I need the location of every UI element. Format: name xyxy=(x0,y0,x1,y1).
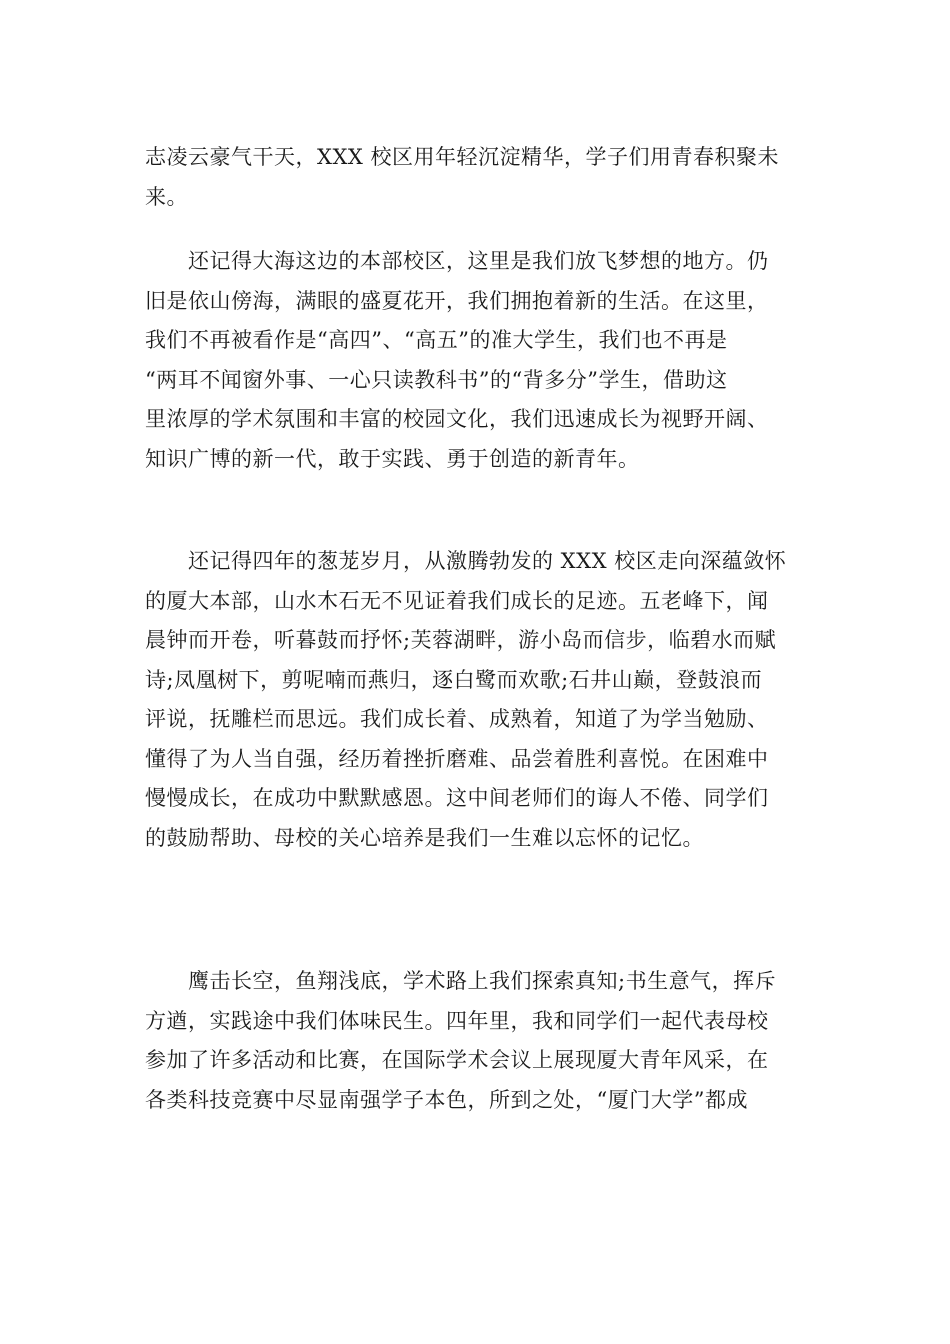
text-line: 评说，抚雕栏而思远。我们成长着、成熟着，知道了为学当勉励、 xyxy=(145,707,769,731)
text-line: “两耳不闻窗外事、一心只读教科书”的“背多分”学生，借助这 xyxy=(145,367,728,392)
text-line: 志凌云豪气干天，XXX 校区用年轻沉淀精华，学子们用青春积聚未 xyxy=(145,145,780,169)
paragraph-continuation xyxy=(145,138,805,217)
paragraph-activities xyxy=(145,962,805,1120)
paragraph-four-years xyxy=(145,542,805,858)
text-line: 慢慢成长，在成功中默默感恩。这中间老师们的诲人不倦、同学们 xyxy=(145,786,769,810)
text-line: 各类科技竞赛中尽显南强学子本色，所到之处，“厦门大学”都成 xyxy=(145,1087,748,1112)
text-line: 里浓厚的学术氛围和丰富的校园文化，我们迅速成长为视野开阔、 xyxy=(145,407,769,431)
text-line: 诗;凤凰树下，剪呢喃而燕归，逐白鹭而欢歌;石井山巅，登鼓浪而 xyxy=(145,667,763,692)
text-line: 方遒，实践途中我们体味民生。四年里，我和同学们一起代表母校 xyxy=(145,1008,769,1033)
text-line: 知识广博的新一代，敢于实践、勇于创造的新青年。 xyxy=(145,446,640,471)
text-line: 还记得大海这边的本部校区，这里是我们放飞梦想的地方。仍 xyxy=(145,249,769,273)
text-line: 的鼓励帮助、母校的关心培养是我们一生难以忘怀的记忆。 xyxy=(145,825,704,850)
text-line: 参加了许多活动和比赛，在国际学术会议上展现厦大青年风采，在 xyxy=(145,1048,769,1072)
text-line: 懂得了为人当自强，经历着挫折磨难、品尝着胜利喜悦。在困难中 xyxy=(145,746,769,771)
text-line: 还记得四年的葱茏岁月，从激腾勃发的 XXX 校区走向深蕴敛怀 xyxy=(145,549,787,573)
text-line: 鹰击长空，鱼翔浅底，学术路上我们探索真知;书生意气，挥斥 xyxy=(145,969,777,993)
text-line: 旧是依山傍海，满眼的盛夏花开，我们拥抱着新的生活。在这里， xyxy=(145,288,769,313)
text-line: 的厦大本部，山水木石无不见证着我们成长的足迹。五老峰下，闻 xyxy=(145,588,769,613)
text-line: 晨钟而开卷，听暮鼓而抒怀;芙蓉湖畔，游小岛而信步，临碧水而赋 xyxy=(145,628,777,652)
text-line: 我们不再被看作是“高四”、“高五”的准大学生，我们也不再是 xyxy=(145,328,728,352)
paragraph-campus xyxy=(145,242,805,479)
text-line: 来。 xyxy=(145,184,188,209)
